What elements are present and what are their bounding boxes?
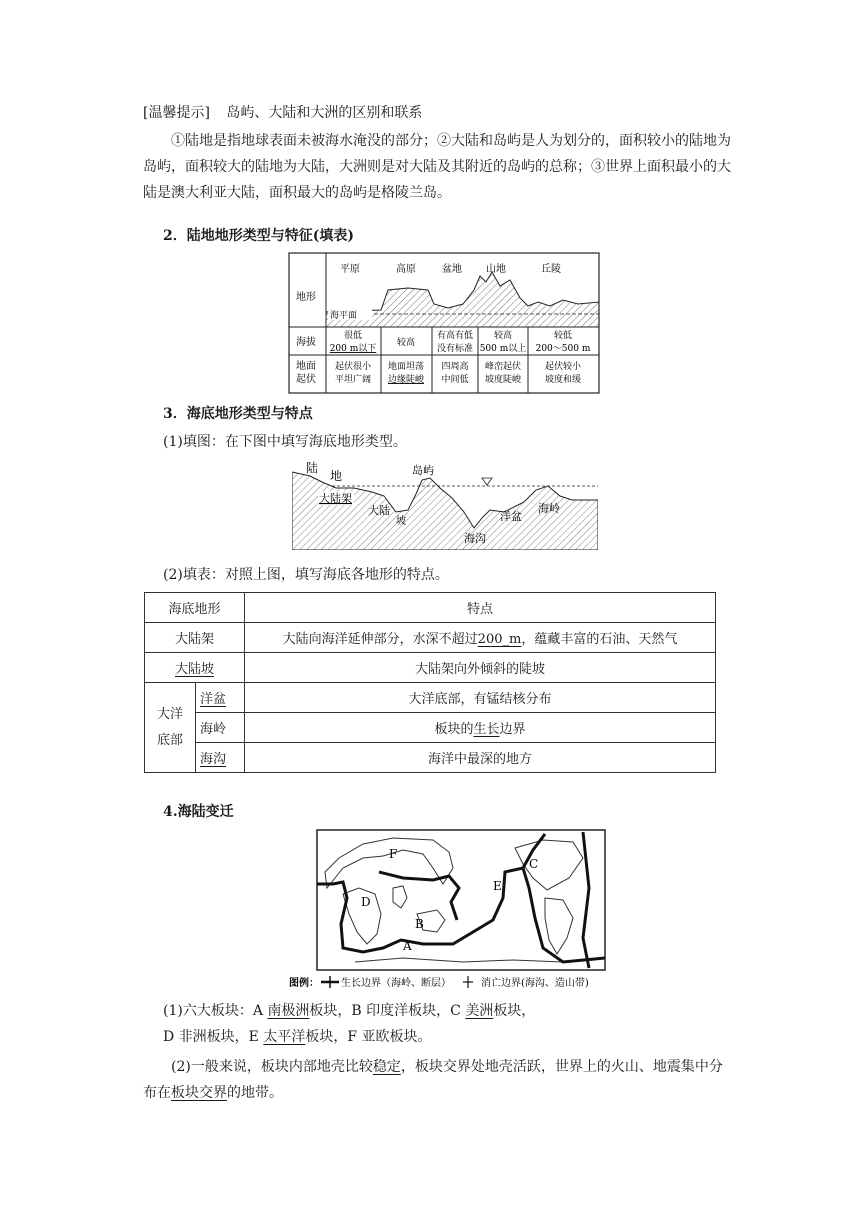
- col-name-plateau: 高原: [396, 264, 416, 275]
- seabed-ridge-desc: 板块的生长边界: [245, 713, 716, 743]
- sec4-q1-line1: (1)六大板块：A 南极洲板块，B 印度洋板块，C 美洲板块，: [163, 1003, 536, 1019]
- elev-plateau-1: 较高: [396, 338, 416, 348]
- plate-label-C: C: [529, 857, 539, 871]
- relief-plain-1: 起伏很小: [334, 362, 372, 372]
- col-name-mountain: 山地: [486, 264, 506, 275]
- map-legend-grow: 生长边界（海岭、断层）: [341, 978, 451, 989]
- map-legend-prefix: 图例：: [289, 978, 319, 989]
- elev-basin-2: 没有标准: [436, 344, 474, 354]
- seabed-slope-1: 大陆: [368, 504, 390, 517]
- seabed-shelf: 大陆架: [319, 492, 352, 505]
- seabed-table-header-2: 特点: [245, 593, 716, 623]
- relief-mountain-2: 坡度陡峻: [484, 375, 522, 385]
- relief-basin-2: 中间低: [441, 375, 469, 385]
- seabed-ridge-name: 海岭: [196, 713, 245, 743]
- seabed-trench-name: 海沟: [196, 743, 245, 773]
- answer-pacific: 太平洋: [263, 1029, 306, 1045]
- row-label-relief-2: 起伏: [296, 374, 316, 385]
- seabed-ridge: 海岭: [538, 502, 560, 515]
- plate-label-A: A: [403, 939, 412, 953]
- tip-body: ①陆地是指地球表面未被海水淹没的部分；②大陆和岛屿是人为划分的，面积较小的陆地为岛屿，面积较大的陆地为大陆，大洲则是对大陆及其附近的岛屿的总称；③世界上面积最小的大陆是澳大利亚大陆，面积最大的岛屿是格陵兰岛。: [143, 133, 731, 201]
- seabed-slope-desc: 大陆架向外倾斜的陡坡: [245, 653, 716, 683]
- seabed-trench: 海沟: [464, 532, 486, 545]
- relief-plain-2: 平坦广阔: [334, 375, 372, 385]
- row-label-landform: 地形: [296, 292, 316, 303]
- col-name-hill: 丘陵: [541, 264, 561, 275]
- col-name-plain: 平原: [340, 264, 360, 275]
- relief-basin-1: 四周高: [441, 362, 469, 372]
- col-name-basin: 盆地: [442, 264, 462, 275]
- sec4-heading: 4.海陆变迁: [163, 804, 234, 820]
- relief-plateau-2: 边缘陡峻: [387, 375, 425, 385]
- shelf-depth-answer: 200_m: [477, 632, 522, 647]
- answer-antarctic: 南极洲: [267, 1003, 310, 1019]
- relief-plateau-1: 地面坦荡: [387, 362, 425, 372]
- elev-plain-1: 很低: [343, 331, 363, 341]
- tip-title: 岛屿、大陆和大洲的区别和联系: [226, 105, 423, 121]
- seabed-basin: 洋盆: [500, 510, 522, 523]
- seabed-figure: [292, 458, 598, 550]
- row-label-elevation: 海拔: [296, 337, 316, 348]
- tip-heading: [143, 102, 422, 122]
- elev-plain-2: 200 m以下: [329, 344, 377, 354]
- seabed-island: 岛屿: [412, 464, 434, 477]
- elev-hill-2: 200～500 m: [535, 344, 591, 354]
- plate-label-B: B: [415, 917, 424, 931]
- sea-level-label: 海平面: [330, 311, 358, 321]
- seabed-land-1: 陆: [306, 461, 319, 475]
- plate-label-F: F: [389, 847, 398, 861]
- elev-mountain-2: 500 m以上: [479, 344, 527, 354]
- seabed-basin-desc: 大洋底部，有锰结核分布: [245, 683, 716, 713]
- elev-hill-1: 较低: [553, 331, 573, 341]
- seabed-table-header-1: 海底地形: [145, 593, 245, 623]
- sec3-q2: (2)填表：对照上图，填写海底各地形的特点。: [163, 567, 449, 583]
- tip-label: [温馨提示]: [143, 105, 210, 121]
- sec3-heading: 3．海底地形类型与特点: [163, 406, 313, 422]
- relief-hill-1: 起伏较小: [544, 362, 582, 372]
- seabed-trench-desc: 海洋中最深的地方: [245, 743, 716, 773]
- answer-america: 美洲: [465, 1003, 494, 1019]
- seabed-land-2: 地: [330, 469, 343, 483]
- plate-map: [283, 828, 607, 994]
- seabed-shelf-name: 大陆架: [145, 623, 245, 653]
- relief-hill-2: 坡度和缓: [544, 375, 582, 385]
- sec2-heading: 2．陆地地形类型与特征(填表): [163, 228, 354, 244]
- row-label-relief: 地面: [296, 361, 316, 372]
- map-legend-die: 消亡边界(海沟、造山带): [481, 978, 589, 989]
- elev-mountain-1: 较高: [493, 331, 513, 341]
- seabed-slope-name: 大陆坡: [145, 653, 245, 683]
- seabed-shelf-desc: 大陆向海洋延伸部分，水深不超过200_m，蕴藏丰富的石油、天然气: [245, 623, 716, 653]
- sec4-q1-line2: D 非洲板块，E 太平洋板块，F 亚欧板块。: [163, 1029, 432, 1045]
- relief-mountain-1: 峰峦起伏: [484, 362, 522, 372]
- answer-stable: 稳定: [372, 1059, 401, 1075]
- seabed-table: [144, 592, 716, 773]
- plate-label-D: D: [361, 895, 371, 909]
- sec4-q2: (2)一般来说，板块内部地壳比较稳定，板块交界处地壳活跃，世界上的火山、地震集中分布在板块交界的地带。: [143, 1059, 723, 1101]
- land-terrain-figure: [288, 252, 600, 394]
- seabed-ocean-floor: 大洋 底部: [145, 683, 196, 773]
- sec3-q1: (1)填图：在下图中填写海底地形类型。: [163, 434, 407, 450]
- elev-basin-1: 有高有低: [436, 331, 474, 341]
- answer-boundary: 板块交界: [171, 1085, 227, 1101]
- seabed-slope-2: 坡: [396, 516, 406, 527]
- plate-label-E: E: [493, 879, 502, 893]
- seabed-basin-name: 洋盆: [196, 683, 245, 713]
